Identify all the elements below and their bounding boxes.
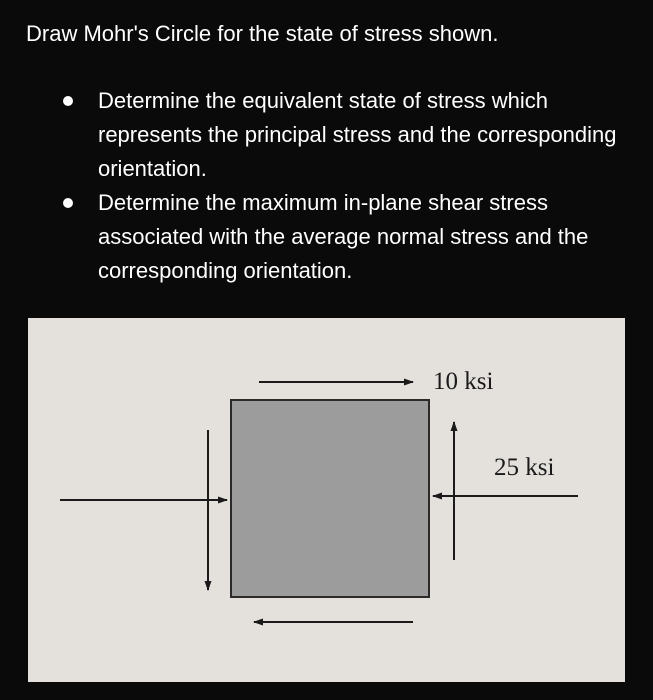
task-item-max-shear — [58, 186, 638, 288]
bullet-dot-icon — [63, 198, 73, 208]
task-list — [58, 84, 638, 288]
bullet-dot-icon — [63, 96, 73, 106]
task-text-principal-stress: Determine the equivalent state of stress which represents the principal stress and the corresponding orientation. — [98, 88, 617, 181]
task-item-principal-stress — [58, 84, 638, 186]
task-text-max-shear: Determine the maximum in-plane shear stress associated with the average normal stress and the corresponding orientation. — [98, 190, 589, 283]
stress-element-square — [231, 400, 429, 597]
normal-stress-label: 25 ksi — [494, 454, 555, 481]
question-title: Draw Mohr's Circle for the state of stress shown. — [26, 21, 499, 46]
stress-element-figure — [28, 318, 625, 682]
stress-element-diagram — [28, 318, 625, 682]
shear-stress-label: 10 ksi — [433, 368, 494, 395]
